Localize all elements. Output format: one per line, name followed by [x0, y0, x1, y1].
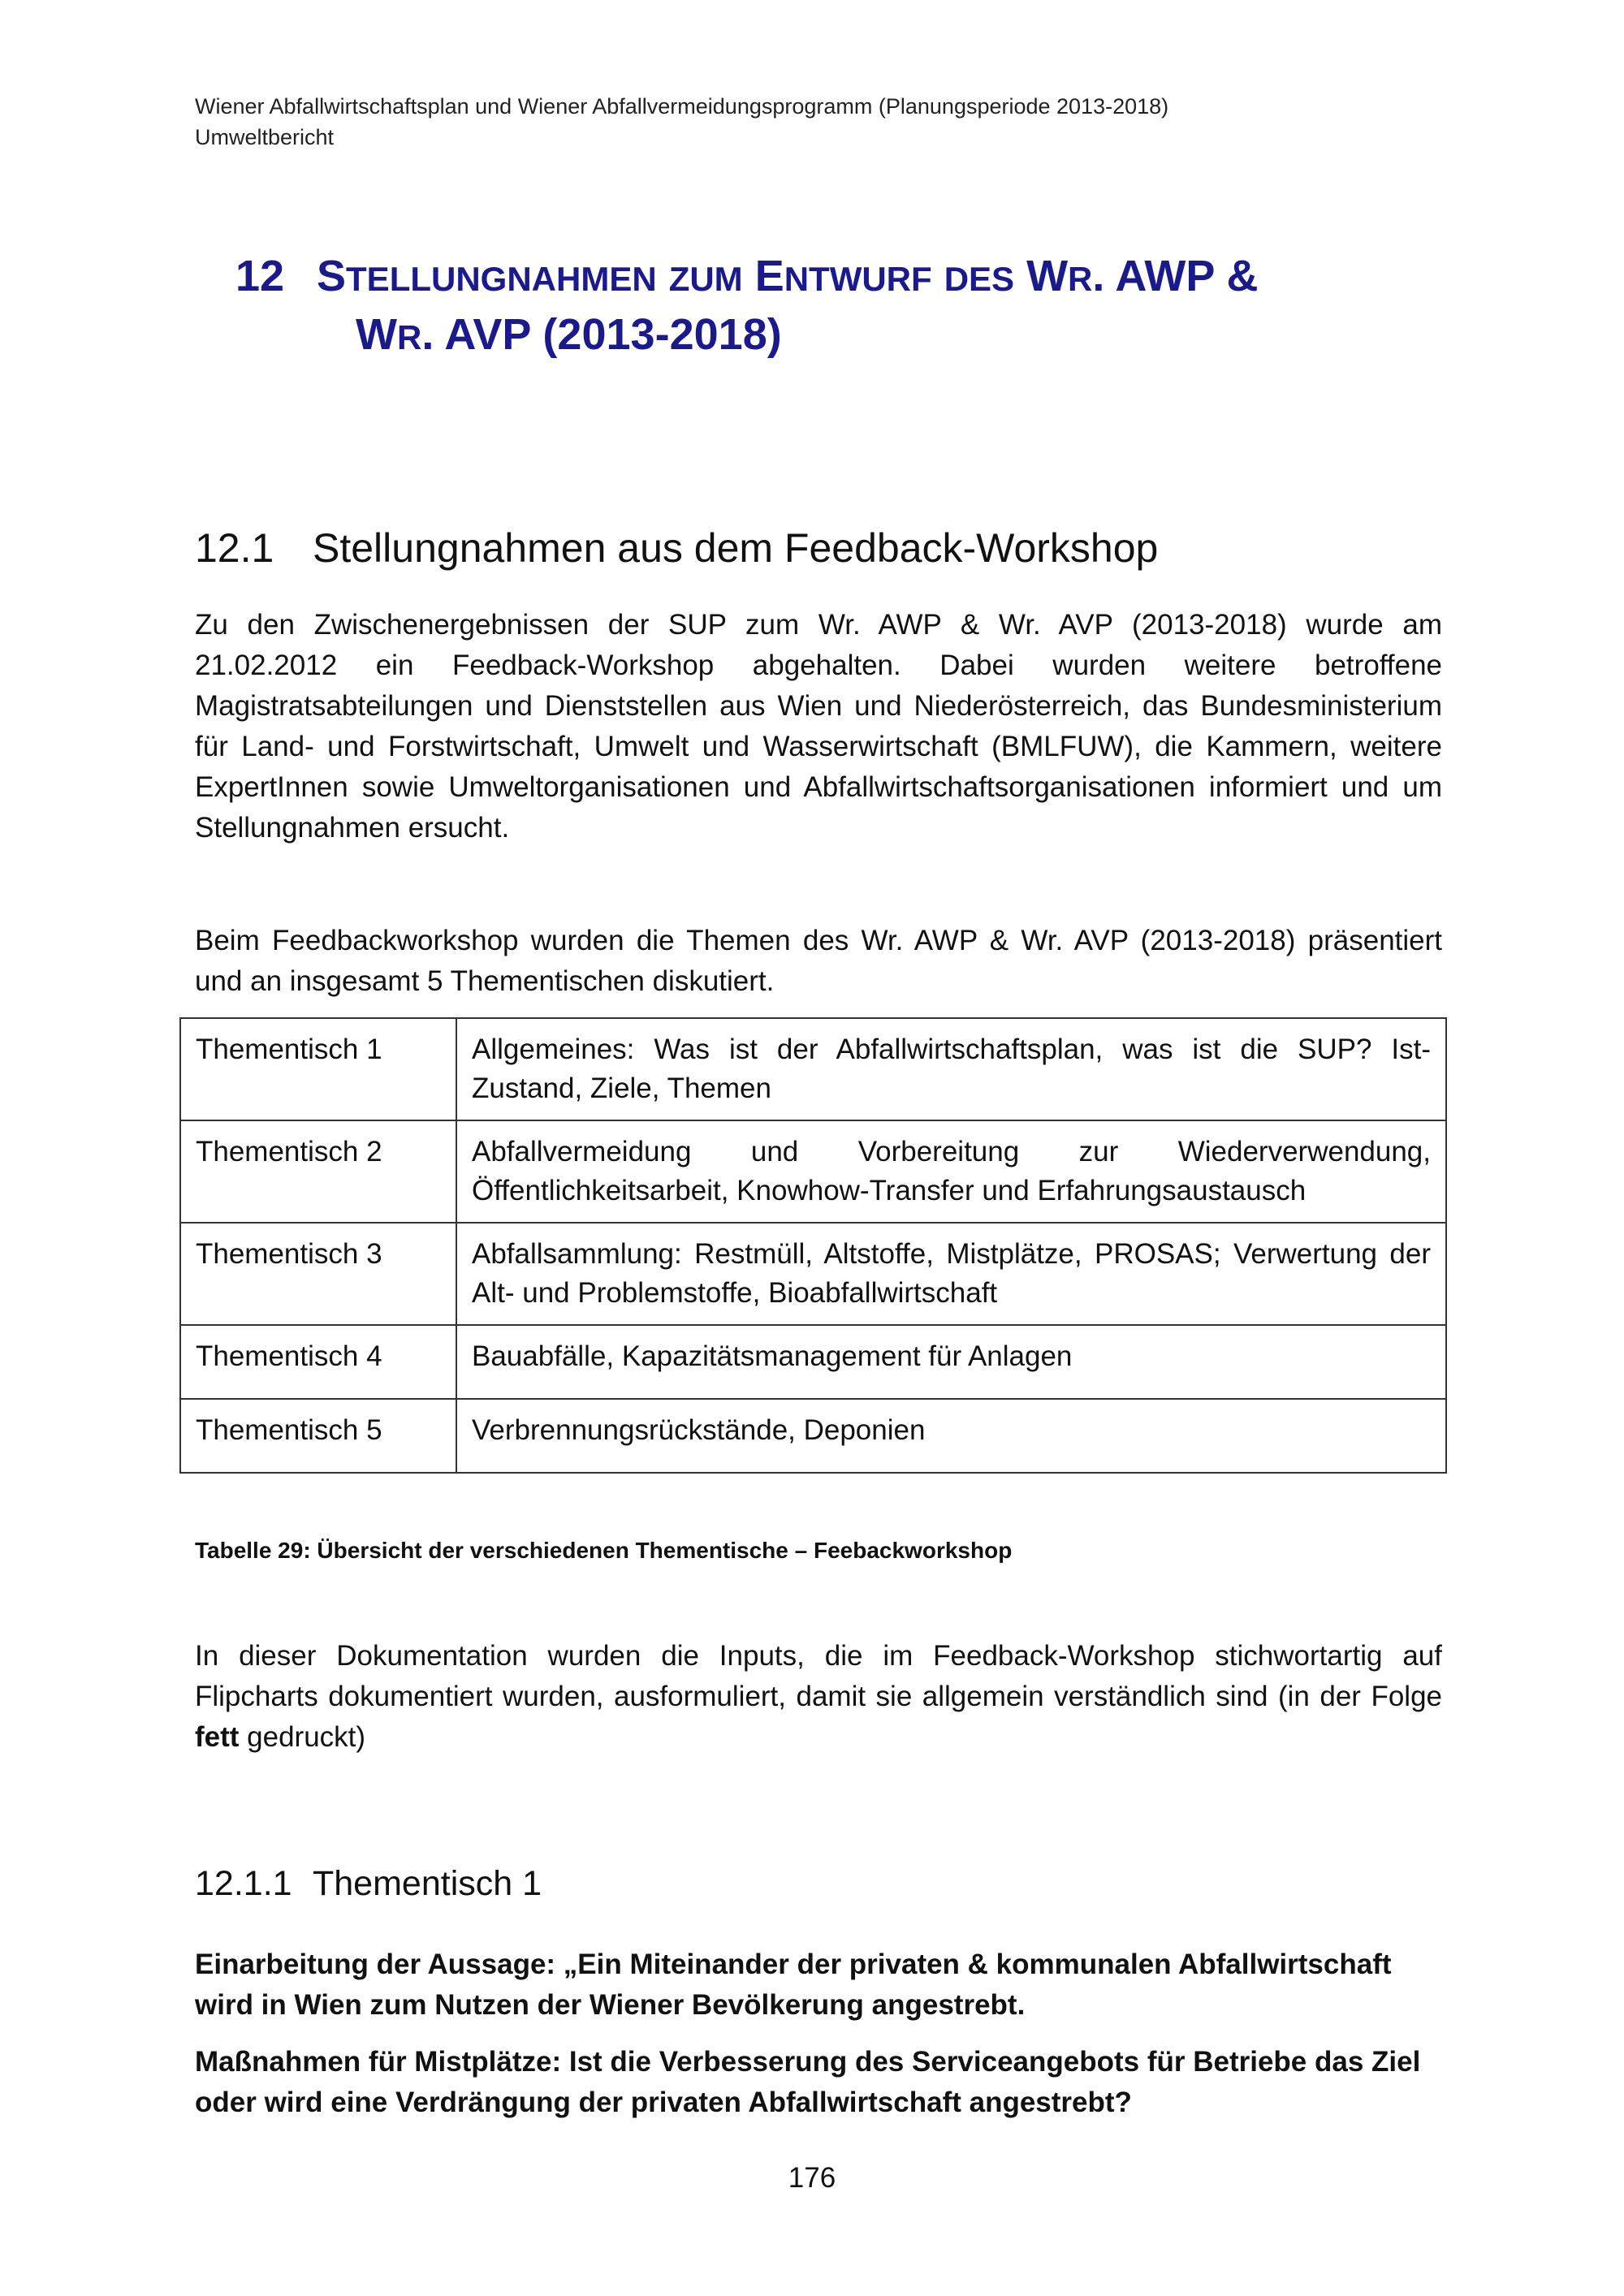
statement-2: Maßnahmen für Mistplätze: Ist die Verbesserung des Serviceangebots für Betriebe das Ziel oder wird eine Verdrängung der privaten Abfallwirtschaft angestrebt?: [195, 2046, 1421, 2118]
table-cell-content: Abfallsammlung: Restmüll, Altstoffe, Mistplätze, PROSAS; Verwertung der Alt- und Problemstoffe, Bioabfallwirtschaft: [456, 1223, 1446, 1325]
subsection-title: Thementisch 1: [313, 1864, 542, 1903]
header-title: Wiener Abfallwirtschaftsplan und Wiener Abfallvermeidungsprogramm (Planungsperiode 2013-2018): [195, 94, 1169, 119]
section-number: 12.1: [195, 525, 274, 571]
table-cell-content: Bauabfälle, Kapazitätsmanagement für Anlagen: [456, 1325, 1446, 1399]
table-caption: Tabelle 29: Übersicht der verschiedenen Thementische – Feebackworkshop: [195, 1538, 1013, 1563]
table-cell-label: Thementisch 3: [180, 1223, 456, 1325]
table-row: [180, 1018, 1446, 1120]
subsection-heading: [195, 1859, 542, 1908]
subsection-number: 12.1.1: [195, 1864, 292, 1903]
table-row: [180, 1325, 1446, 1399]
chapter-title-line-2: WR. AVP (2013-2018): [356, 310, 782, 359]
thementisch-table: [179, 1017, 1447, 1474]
table-cell-content: Allgemeines: Was ist der Abfallwirtschaftsplan, was ist die SUP? Ist-Zustand, Ziele, Themen: [456, 1018, 1446, 1120]
table-cell-content: Verbrennungsrückstände, Deponien: [456, 1399, 1446, 1473]
table-cell-content: Abfallvermeidung und Vorbereitung zur Wiederverwendung, Öffentlichkeitsarbeit, Knowhow-Transfer und Erfahrungsaustausch: [456, 1120, 1446, 1223]
doc-text-before: In dieser Dokumentation wurden die Inputs, die im Feedback-Workshop stichwortartig auf Flipcharts dokumentiert wurden, ausformuliert, damit sie allgemein verständlich sind (in der Folge: [195, 1640, 1442, 1712]
documentation-paragraph: [195, 1636, 1442, 1758]
table-row: [180, 1223, 1446, 1325]
page-number: 176: [788, 2162, 836, 2194]
running-header: [195, 91, 1462, 153]
header-subtitle: Umweltbericht: [195, 125, 335, 149]
doc-text-after: gedruckt): [239, 1721, 366, 1753]
intro-paragraph: Zu den Zwischenergebnissen der SUP zum Wr. AWP & Wr. AVP (2013-2018) wurde am 21.02.2012 ein Feedback-Workshop abgehalten. Dabei wurden weitere betroffene Magistratsabteilungen und Dienststellen aus Wien und Niederösterreich, das Bundesministerium für Land- und Forstwirtschaft, Umwelt und Wasserwirtschaft (BMLFUW), die Kammern, weitere ExpertInnen sowie Umweltorganisationen und Abfallwirtschaftsorganisationen informiert und um Stellungnahmen ersucht.: [195, 609, 1442, 844]
table-cell-label: Thementisch 1: [180, 1018, 456, 1120]
themes-paragraph: Beim Feedbackworkshop wurden die Themen des Wr. AWP & Wr. AVP (2013-2018) präsentiert und an insgesamt 5 Thementischen diskutiert.: [195, 925, 1442, 997]
statement-1: Einarbeitung der Aussage: „Ein Miteinander der privaten & kommunalen Abfallwirtschaft wird in Wien zum Nutzen der Wiener Bevölkerung angestrebt.: [195, 1949, 1392, 2021]
section-heading: [195, 520, 1158, 576]
table-cell-label: Thementisch 4: [180, 1325, 456, 1399]
section-title: Stellungnahmen aus dem Feedback-Workshop: [313, 525, 1159, 571]
chapter-number: 12: [235, 252, 285, 300]
table-row: [180, 1399, 1446, 1473]
chapter-title-line-1: STELLUNGNAHMEN ZUM ENTWURF DES WR. AWP &: [317, 252, 1259, 300]
table-cell-label: Thementisch 2: [180, 1120, 456, 1223]
doc-text-bold: fett: [195, 1721, 240, 1753]
table-row: [180, 1120, 1446, 1223]
table-cell-label: Thementisch 5: [180, 1399, 456, 1473]
